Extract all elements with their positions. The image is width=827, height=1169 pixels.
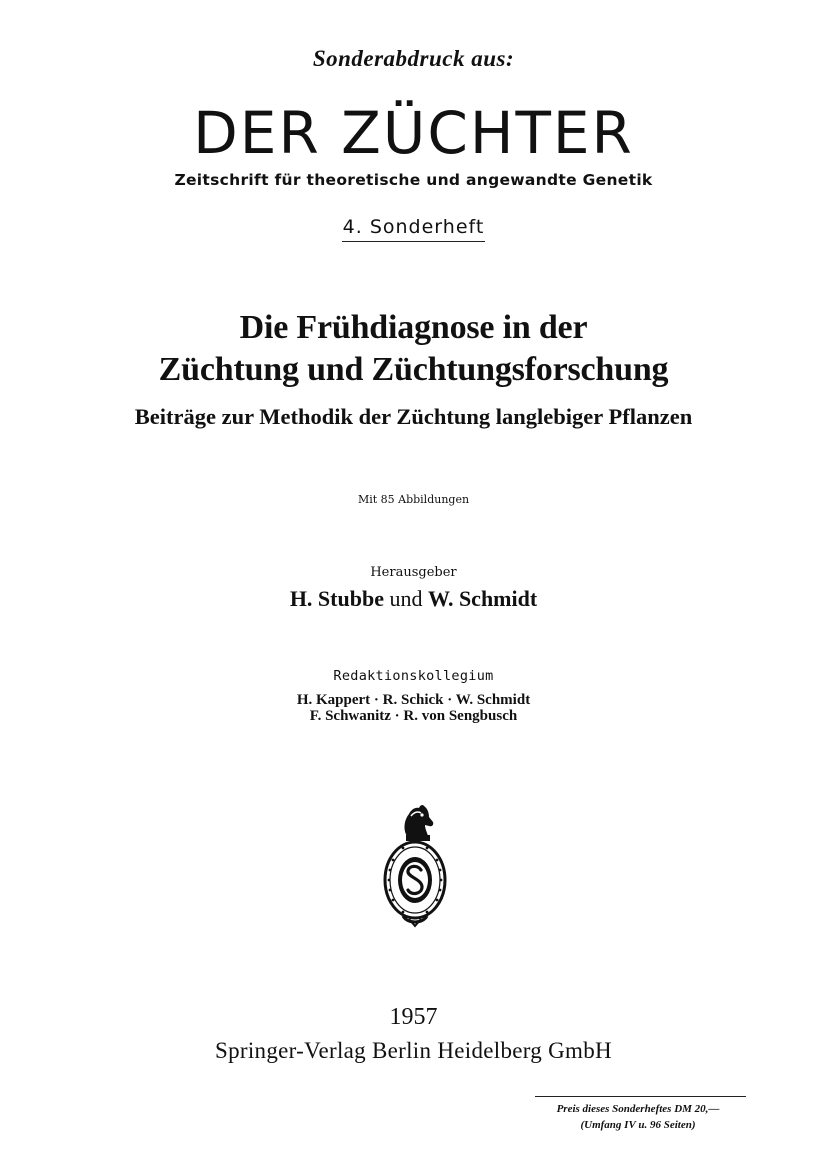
- editors-label: Herausgeber: [370, 565, 457, 580]
- editorial-board-line-2: F. Schwanitz · R. von Sengbusch: [309, 708, 518, 724]
- book-subtitle: Beiträge zur Methodik der Züchtung langlebiger Pflanzen: [134, 404, 693, 429]
- book-title-line-2: Züchtung und Züchtungsforschung: [158, 351, 669, 388]
- issue-block: [0, 216, 827, 242]
- price-divider: [535, 1096, 746, 1097]
- editorial-board-line-1: H. Kappert · R. Schick · W. Schmidt: [296, 692, 531, 708]
- publication-year: 1957: [389, 1004, 438, 1030]
- editor-name: H. Stubbe: [289, 586, 384, 611]
- book-title-line-1: Die Frühdiagnose in der: [239, 309, 588, 346]
- figures-note: Mit 85 Abbildungen: [357, 493, 470, 506]
- issue-number: 4. Sonderheft: [342, 216, 486, 242]
- publisher: Springer-Verlag Berlin Heidelberg GmbH: [215, 1038, 612, 1063]
- journal-title: DER ZÜCHTER: [193, 99, 634, 167]
- editor-name: W. Schmidt: [427, 586, 538, 611]
- price-note: [530, 1101, 746, 1133]
- editors-line: [0, 586, 827, 612]
- editorial-board-label: Redaktionskollegium: [333, 668, 494, 684]
- springer-knight-logo-icon: [373, 798, 457, 928]
- price-line-1: Preis dieses Sonderheftes DM 20,—: [556, 1103, 720, 1115]
- preprint-note: Sonderabdruck aus:: [312, 46, 515, 71]
- journal-subtitle: Zeitschrift für theoretische und angewandte Genetik: [174, 171, 653, 189]
- editors-conjunction: und: [389, 586, 423, 611]
- price-line-2: (Umfang IV u. 96 Seiten): [580, 1119, 696, 1131]
